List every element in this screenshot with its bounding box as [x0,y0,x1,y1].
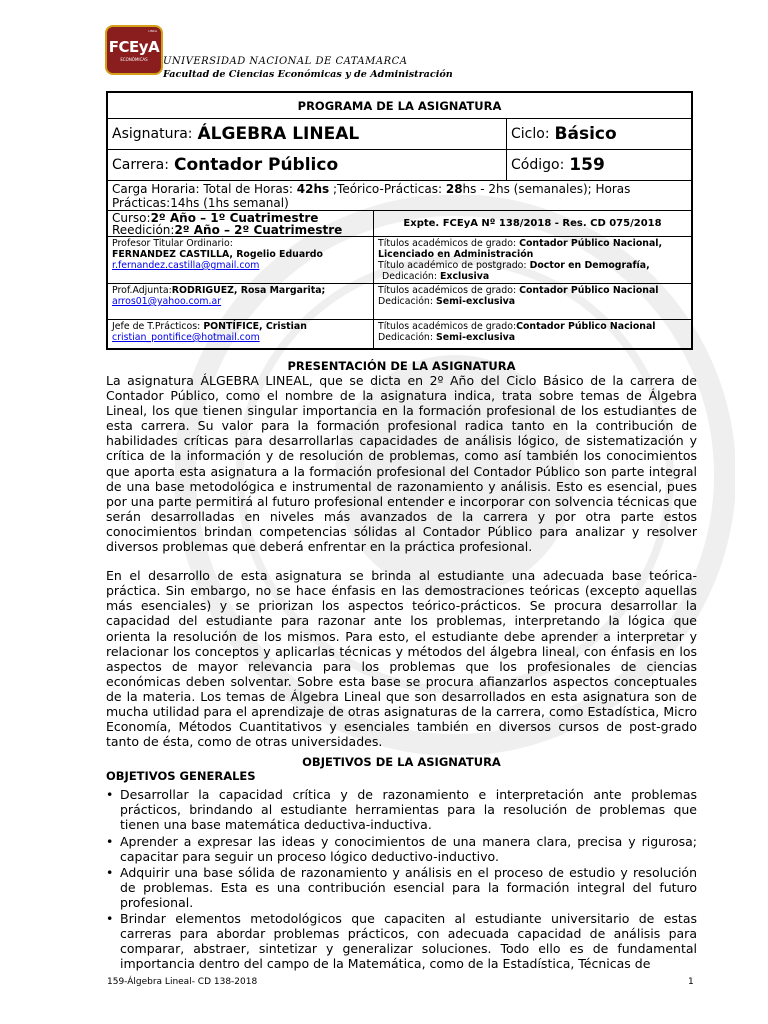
jtp-email-link[interactable]: cristian_pontifice@hotmail.com [112,332,260,343]
table-title-row [108,93,691,119]
carga-horaria-text [108,181,691,210]
profesor-postgrad-label: Título académico de postgrado: [378,260,530,271]
asignatura-value: ÁLGEBRA LINEAL [197,124,360,144]
asignatura-row [108,119,691,150]
ciclo-cell [506,119,691,149]
adjunta-title-value: Contador Público Nacional [519,285,659,296]
carga-horaria-row [108,181,691,211]
adjunta-title-label: Títulos académicos de grado: [378,285,520,296]
footer-doc-ref: 159-Álgebra Lineal- CD 138-2018 [107,977,258,987]
program-info-table [106,91,693,350]
profesor-name: FERNANDEZ CASTILLA, Rogelio Eduardo [112,249,323,260]
presentacion-paragraph-2: En el desarrollo de esta asignatura se brinda al estudiante una adecuada base teórica-práctica. Sin embargo, no se hace énfasis en las demostraciones teóricas (excepto aquellas más esenciales) y se priorizan los aspectos teórico-prácticos. Se procura desarrollar la capacidad del estudiante para razonar ante los problemas, interpretando la lógica que orienta la resolución de los mismos. Para esto, el estudiante debe aprender a interpretar y relacionar los conceptos y aplicarlas técnicas y métodos del álgebra lineal, con énfasis en los aspectos de mayor relevancia para los problemas que los profesionales de ciencias económicas deben solventar. Sobre esta base se procura afianzarlos aspectos conceptuales de la materia. Los temas de Álgebra Lineal que son desarrollados en esta asignatura son de mucha utilidad para el aprendizaje de otras asignaturas de la carrera, como Estadística, Micro Economía, Métodos Cuantitativos y esenciales también en diversos cursos de post-grado tanto de ésta, como de otras universidades. [106,568,697,750]
codigo-label: Código: [511,157,565,173]
jtp-dedication-label: Dedicación: [378,332,437,343]
jtp-name: PONTÍFICE, Cristian [203,321,307,332]
asignatura-cell [108,119,506,149]
carga-tp-value: 28 [445,182,463,196]
jtp-role: Jefe de T.Prácticos: [112,321,204,332]
logo-top-text: UNCA [148,29,157,33]
jtp-cell [108,320,373,348]
expte-cell [373,211,691,236]
profesor-dedication-value: Exclusiva [440,271,490,282]
profesor-title-value: Contador Público Nacional, Licenciado en Administración [378,238,663,260]
jtp-row [108,320,691,348]
curso-value: 2º Año – 1º Cuatrimestre [150,211,319,225]
profesor-dedication-label: Dedicación: [382,271,441,282]
list-item: • Desarrollar la capacidad crítica y de razonamiento e interpretación ante problemas prácticos, brindando al estudiante herramientas para la resolución de problemas que tienen una base matemática deductiva-inductiva. [106,787,697,832]
adjunta-cell [108,284,373,319]
adjunta-name: RODRIGUEZ, Rosa Margarita; [171,285,326,296]
codigo-value: 159 [569,155,605,175]
carrera-label: Carrera: [112,157,169,173]
curso-row [108,211,691,237]
adjunta-dedication-label: Dedicación: [378,296,437,307]
jtp-title-value: Contador Público Nacional [516,321,656,332]
list-item: • Aprender a expresar las ideas y conocimientos de una manera clara, precisa y rigurosa; capacitar para seguir un proceso lógico deductivo-inductivo. [106,834,697,864]
faculty-logo [105,25,163,75]
list-item: • Adquirir una base sólida de razonamiento y análisis en el proceso de estudio y resolución de problemas. Esta es una contribución esencial para la formación integral del futuro profesional. [106,865,697,910]
profesor-cell [108,237,373,283]
presentacion-title: PRESENTACIÓN DE LA ASIGNATURA [287,359,516,373]
jtp-dedication-value: Semi-exclusiva [436,332,516,343]
reedicion-label: Reedición: [112,223,175,236]
objetivos-title: OBJETIVOS DE LA ASIGNATURA [302,755,501,770]
expte-text: Expte. FCEyA Nº 138/2018 - Res. CD 075/2018 [403,218,662,229]
carrera-value: Contador Público [173,155,339,175]
adjunta-dedication-value: Semi-exclusiva [436,296,516,307]
presentacion-paragraph-1: La asignatura ÁLGEBRA LINEAL, que se dicta en 2º Año del Ciclo Básico de la carrera de Contador Público, como el nombre de la asignatura indica, trata sobre temas de Álgebra Lineal, los que tienen singular importancia en la formación profesional de los estudiantes de esta carrera. Su valor para la formación profesional radica tanto en la contribución de habilidades críticas para desarrollarlas capacidades de análisis lógico, de sistematización y crítica de la información y de resolución de problemas, como así también los conocimientos que aporta esta asignatura a la formación profesional del Contador Público son parte integral de una base metodológica e instrumental de razonamiento y análisis. Esto es esencial, pues por una parte permitirá al futuro profesional entender e incorporar con solvencia técnicas que serán desarrolladas en niveles más avanzados de la carrera y por otra parte estos conocimientos brindan competencias sólidas al Contador Público para analizar y resolver diversos problemas que deberá enfrentar en la práctica profesional. [106,373,697,555]
page-number: 1 [688,977,694,987]
ciclo-value: Básico [554,124,617,144]
carga-label: Carga Horaria: Total de Horas: [112,182,297,196]
curso-label: Curso: [112,211,151,225]
profesor-email-link[interactable]: r.fernandez.castilla@gmail.com [112,260,260,271]
table-title: PROGRAMA DE LA ASIGNATURA [297,98,502,113]
carga-rest: hs - 2hs (semanales); Horas Prácticas:14hs (1hs semanal) [112,182,631,210]
carga-tp-label: ;Teórico-Prácticas: [329,182,446,196]
ciclo-label: Ciclo: [511,126,550,142]
university-name: UNIVERSIDAD NACIONAL DE CATAMARCA [163,56,408,67]
profesor-titles-cell [373,237,691,283]
objetivos-generales-title: OBJETIVOS GENERALES [106,769,256,784]
profesor-postgrad-value: Doctor en Demografía, [529,260,650,271]
curso-cell [108,211,373,236]
adjunta-row [108,284,691,320]
adjunta-email-link[interactable]: arros01@yahoo.com.ar [112,296,222,307]
list-item: • Brindar elementos metodológicos que capaciten al estudiante universitario de estas carreras para abordar problemas prácticos, con adecuada capacidad de análisis para comparar, abstraer, sintetizar y generalizar soluciones. Todo ello es de fundamental importancia dentro del campo de la Matemática, como de la Estadística, Técnicas de [106,911,697,971]
codigo-cell [506,150,691,180]
profesor-role: Profesor Titular Ordinario: [112,238,233,249]
logo-text: FCEyA [108,38,160,56]
jtp-title-label: Títulos académicos de grado: [378,321,517,332]
carga-total: 42hs [296,182,330,196]
objetivos-list [106,787,697,971]
adjunta-role: Prof.Adjunta: [112,285,172,296]
carrera-cell [108,150,506,180]
logo-subtext: ECONÓMICAS [120,57,148,62]
faculty-name: Facultad de Ciencias Económicas y de Administración [163,69,453,80]
carrera-row [108,150,691,181]
profesor-row [108,237,691,284]
profesor-title-label: Títulos académicos de grado: [378,238,520,249]
jtp-titles-cell [373,320,691,348]
asignatura-label: Asignatura: [112,126,193,142]
adjunta-titles-cell [373,284,691,319]
document-body [106,360,697,972]
reedicion-value: 2º Año – 2º Cuatrimestre [174,223,343,236]
